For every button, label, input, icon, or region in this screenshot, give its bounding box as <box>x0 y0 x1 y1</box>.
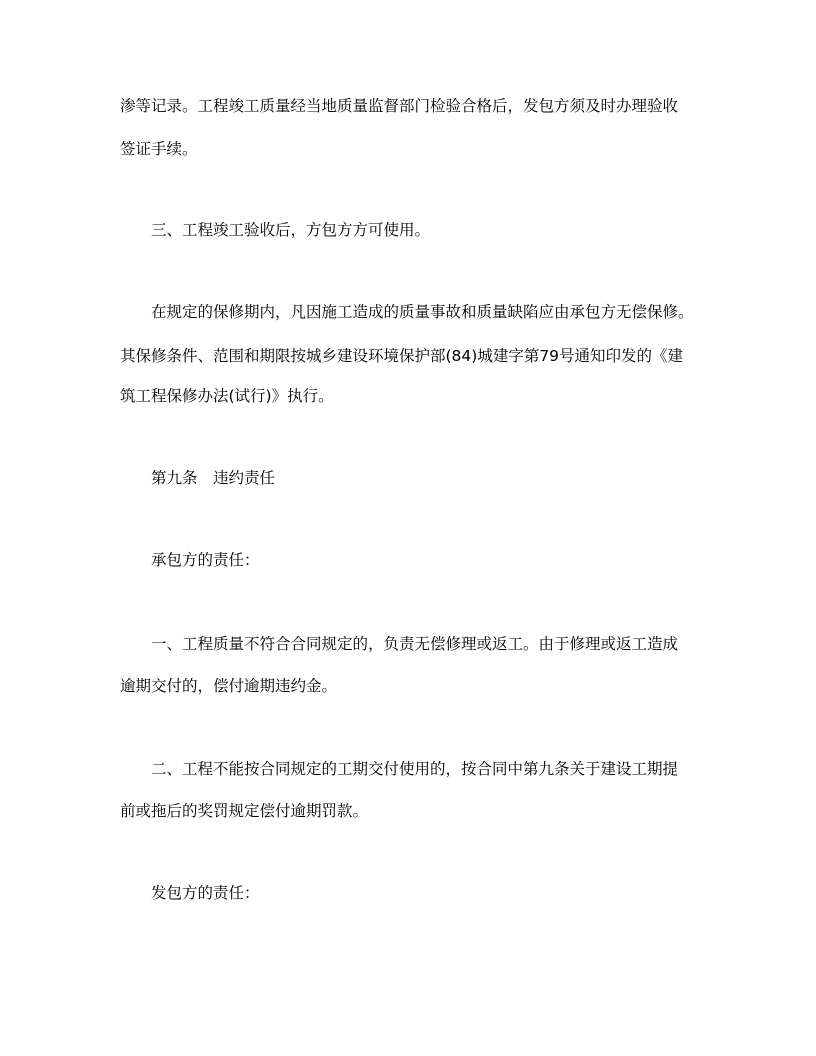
text-line-13: 发包方的责任： <box>151 884 260 902</box>
text-line-11: 二、工程不能按合同规定的工期交付使用的，按合同中第九条关于建设工期提 <box>151 760 679 778</box>
text-line-1: 渗等记录。工程竣工质量经当地质量监督部门检验合格后，发包方须及时办理验收 <box>120 97 679 115</box>
section-heading: 第九条 违约责任 <box>151 469 276 487</box>
text-line-5: 其保修条件、范围和期限按城乡建设环境保护部(84)城建字第79号通知印发的《建 <box>120 347 684 365</box>
text-line-10: 逾期交付的，偿付逾期违约金。 <box>120 677 338 695</box>
text-line-6: 筑工程保修办法(试行)》执行。 <box>120 387 334 405</box>
text-line-12: 前或拖后的奖罚规定偿付逾期罚款。 <box>120 802 369 820</box>
text-line-9: 一、工程质量不符合合同规定的，负责无偿修理或返工。由于修理或返工造成 <box>151 635 679 653</box>
text-line-4: 在规定的保修期内，凡因施工造成的质量事故和质量缺陷应由承包方无偿保修。 <box>151 303 694 321</box>
text-line-2: 签证手续。 <box>120 140 198 158</box>
text-line-3: 三、工程竣工验收后，方包方方可使用。 <box>151 221 431 239</box>
text-line-8: 承包方的责任： <box>151 551 260 569</box>
